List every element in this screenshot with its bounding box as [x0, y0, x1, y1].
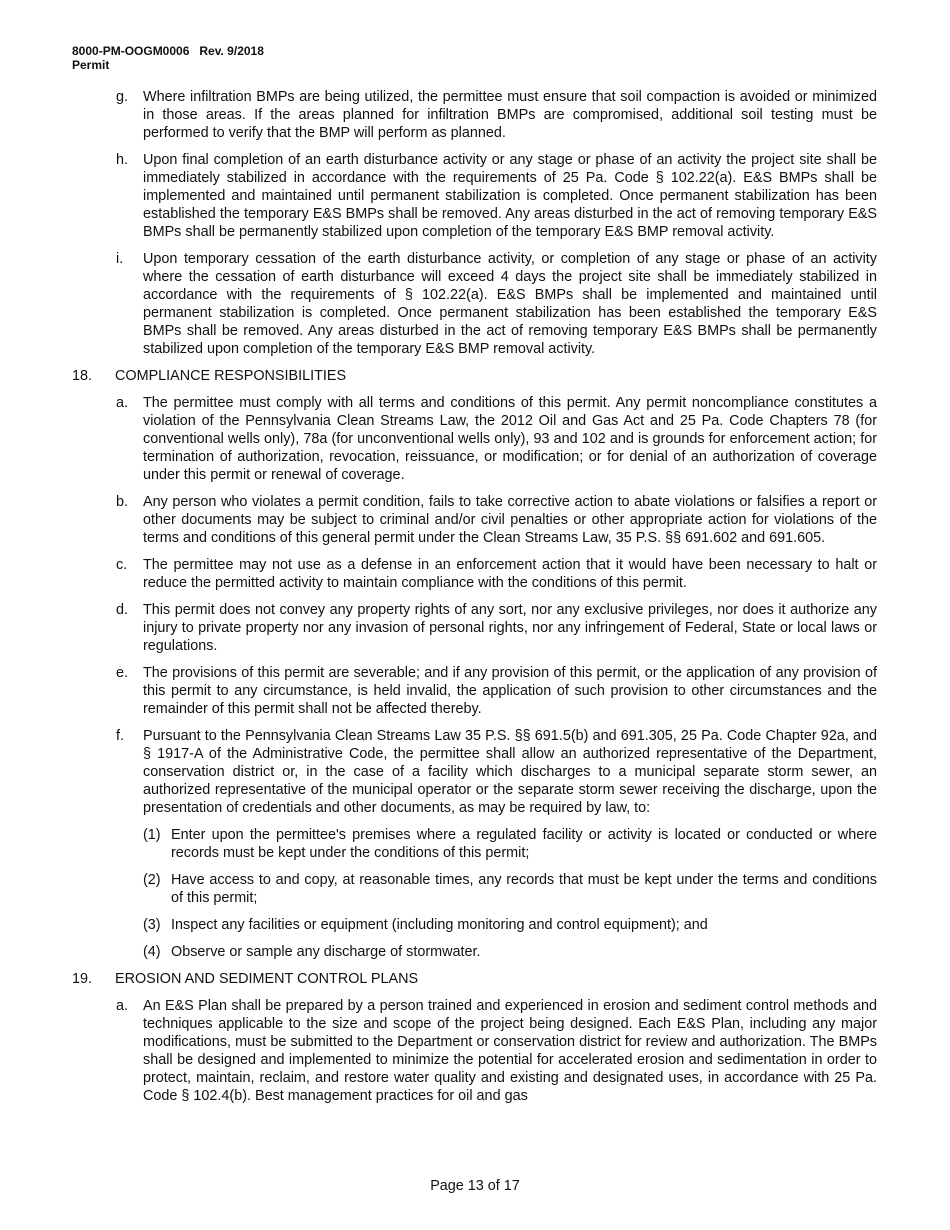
list-item — [72, 493, 877, 547]
item-text: Where infiltration BMPs are being utilized, the permittee must ensure that soil compaction is avoided or minimized in those areas. If the areas planned for infiltration BMPs are compromised, additional soil testing must be performed to verify that the BMP will perform as planned. — [143, 89, 877, 141]
item-label: i. — [116, 251, 124, 267]
section-heading — [72, 970, 877, 988]
page-number: Page 13 of 17 — [430, 1178, 520, 1194]
item-label: (2) — [143, 872, 161, 888]
item-label: e. — [116, 665, 129, 681]
item-text: The provisions of this permit are severable; and if any provision of this permit, or the application of any provision of this permit to any circumstance, is held invalid, the application of such provision to other circumstances and the remainder of this permit shall not be affected thereby. — [143, 665, 877, 717]
section-heading — [72, 367, 877, 385]
item-label: b. — [116, 494, 129, 510]
list-item — [72, 727, 877, 817]
list-item — [72, 394, 877, 484]
item-label: a. — [116, 395, 129, 411]
item-label: 18. — [72, 368, 93, 384]
item-text: Observe or sample any discharge of stormwater. — [171, 944, 481, 960]
list-item — [72, 997, 877, 1105]
item-text: Have access to and copy, at reasonable times, any records that must be kept under the terms and conditions of this permit; — [171, 872, 877, 906]
list-item — [72, 250, 877, 358]
item-text: Upon final completion of an earth disturbance activity or any stage or phase of an activity the project site shall be immediately stabilized in accordance with the requirements of 25 Pa. Code § 102.22(a). E&S BMPs shall be implemented and maintained until permanent stabilization is completed. Once permanent stabilization has been established the temporary E&S BMPs shall be removed. Any areas disturbed in the act of removing temporary E&S BMPs shall be permanently stabilized upon completion of the temporary E&S BMP removal activity. — [143, 152, 877, 240]
item-label: a. — [116, 998, 129, 1014]
item-text: This permit does not convey any property rights of any sort, nor any exclusive privileges, nor does it authorize any injury to private property nor any invasion of personal rights, nor any infringement of Federal, State or local laws or regulations. — [143, 602, 877, 654]
form-id-line — [72, 44, 264, 58]
list-item — [72, 556, 877, 592]
item-text: Enter upon the permittee's premises where a regulated facility or activity is located or conducted or where records must be kept under the conditions of this permit; — [171, 827, 877, 861]
list-item — [72, 664, 877, 718]
item-label: d. — [116, 602, 129, 618]
item-label: (4) — [143, 944, 161, 960]
list-item — [72, 943, 877, 961]
list-item — [72, 601, 877, 655]
list-item — [72, 88, 877, 142]
document-body — [72, 88, 877, 1114]
item-text: EROSION AND SEDIMENT CONTROL PLANS — [115, 971, 419, 987]
item-label: (3) — [143, 917, 161, 933]
doc-type: Permit — [72, 58, 110, 72]
item-text: Pursuant to the Pennsylvania Clean Streams Law 35 P.S. §§ 691.5(b) and 691.305, 25 Pa. Code Chapter 92a, and § 1917-A of the Administrative Code, the permittee shall allow an authorized representative of the Department, conservation district or, in the case of a facility which discharges to a municipal separate storm sewer, an authorized representative of the municipal operator or the separate storm sewer receiving the discharge, upon the presentation of credentials and other documents, as may be required by law, to: — [143, 728, 877, 816]
document-header — [72, 44, 264, 72]
item-text: The permittee must comply with all terms and conditions of this permit. Any permit noncompliance constitutes a violation of the Pennsylvania Clean Streams Law, the 2012 Oil and Gas Act and 25 Pa. Code Chapters 78 (for conventional wells only), 78a (for unconventional wells only), 93 and 102 and is grounds for enforcement action; for termination of authorization, revocation, reissuance, or modification; or for denial of an authorization of coverage under this permit or renewal of coverage. — [143, 395, 877, 483]
item-label: 19. — [72, 971, 93, 987]
form-id: 8000-PM-OOGM0006 — [72, 44, 190, 58]
item-label: (1) — [143, 827, 161, 843]
item-label: c. — [116, 557, 128, 573]
list-item — [72, 826, 877, 862]
item-text: The permittee may not use as a defense in an enforcement action that it would have been necessary to halt or reduce the permitted activity to maintain compliance with the conditions of this permit. — [143, 557, 877, 591]
item-label: h. — [116, 152, 129, 168]
list-item — [72, 151, 877, 241]
list-item — [72, 916, 877, 934]
item-text: Inspect any facilities or equipment (including monitoring and control equipment); and — [171, 917, 708, 933]
item-label: f. — [116, 728, 124, 744]
item-text: COMPLIANCE RESPONSIBILITIES — [115, 368, 347, 384]
item-text: An E&S Plan shall be prepared by a person trained and experienced in erosion and sediment control methods and techniques applicable to the size and scope of the project being designed. Each E&S Plan, including any major modifications, must be submitted to the Department or conservation district for review and authorization. The BMPs shall be designed and implemented to minimize the potential for accelerated erosion and sedimentation in order to protect, maintain, reclaim, and restore water quality and existing and designated uses, in accordance with 25 Pa. Code § 102.4(b). Best management practices for oil and gas — [143, 998, 877, 1104]
item-text: Upon temporary cessation of the earth disturbance activity, or completion of any stage or phase of an activity where the cessation of earth disturbance will exceed 4 days the project site shall be immediately stabilized in accordance with the requirements of § 102.22(a). E&S BMPs shall be implemented and maintained until permanent stabilization is completed. Once permanent stabilization has been established the temporary E&S BMPs shall be removed. Any areas disturbed in the act of removing temporary E&S BMPs shall be permanently stabilized upon completion of the temporary E&S BMP removal activity. — [143, 251, 877, 357]
revision: Rev. 9/2018 — [199, 44, 264, 58]
list-item — [72, 871, 877, 907]
item-label: g. — [116, 89, 129, 105]
item-text: Any person who violates a permit condition, fails to take corrective action to abate violations or falsifies a report or other documents may be subject to criminal and/or civil penalties or other appropriate action for violations of the terms and conditions of this general permit under the Clean Streams Law, 35 P.S. §§ 691.602 and 691.605. — [143, 494, 877, 546]
